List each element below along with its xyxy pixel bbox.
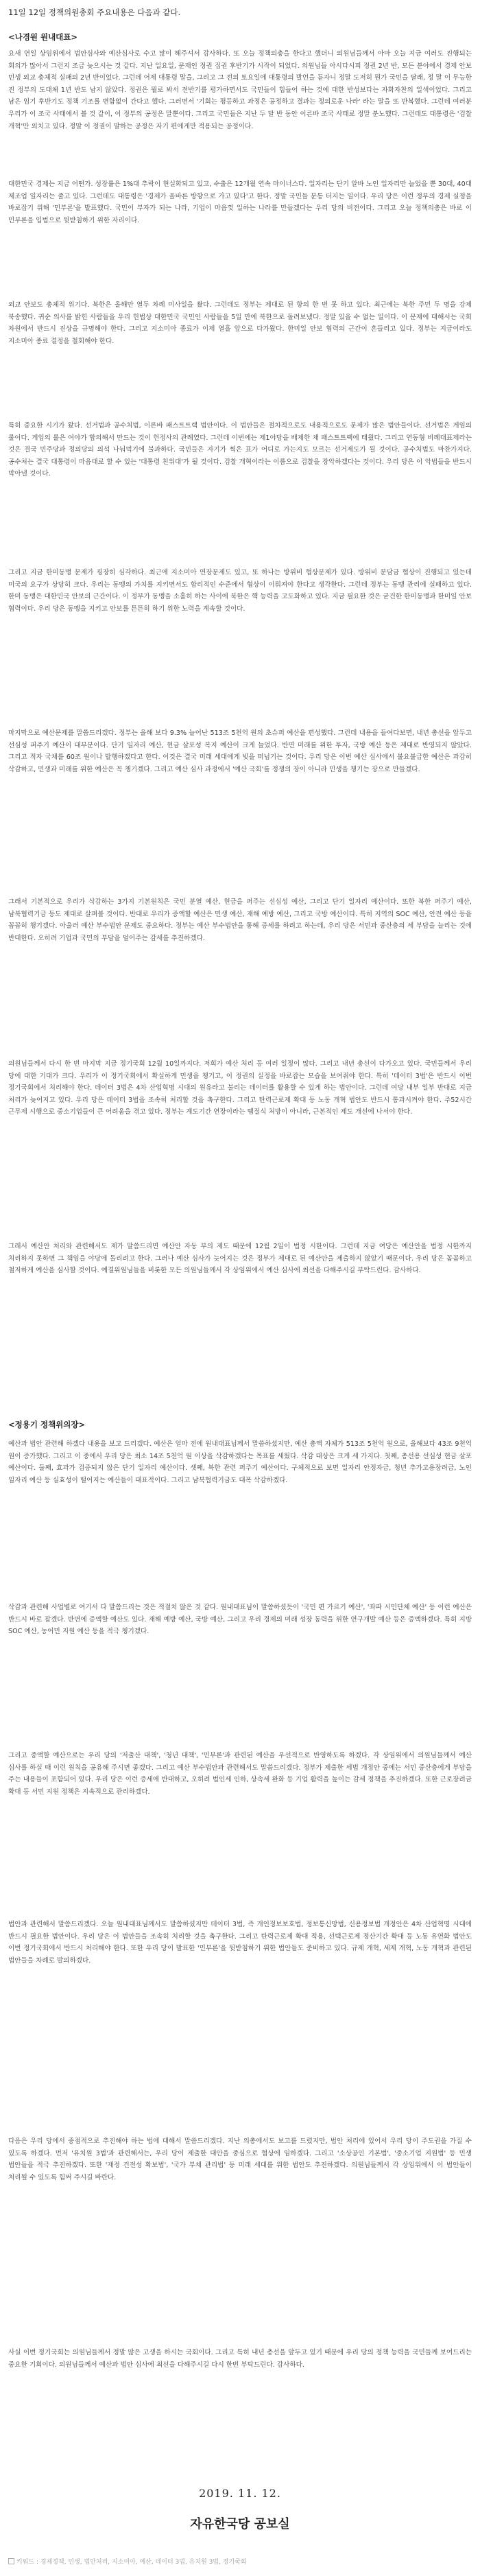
paragraph: 그리고 지금 한미동맹 문제가 굉장히 심각하다. 최근에 지소미아 연장문제도 있고, 또 하나는 방위비 협상문제가 있다. 방위비 분담금 협상이 진행되고 있는데 미국의 요구가 상당히 크다. 우리는 동맹의 가치를 지키면서도 합리적인 수준에서 협상이 이뤄져야 한다고 생각한다. 그런데 정부는 동맹 관리에 실패하고 있다. 한미 동맹은 대한민국 안보의 근간이다. 이 정부가 동맹을 소홀히 하는 사이에 북한은 핵 능력을 고도화하고 있다. 지금 필요한 것은 굳건한 한미동맹과 한미일 안보 협력이다. 우리 당은 동맹을 지키고 안보를 튼튼히 하기 위한 노력을 계속할 것이다. — [8, 569, 472, 613]
paragraph: 법안과 관련해서 말씀드리겠다. 오늘 원내대표님께서도 말씀하셨지만 데이터 3법, 즉 개인정보보호법, 정보통신망법, 신용정보법 개정안은 4차 산업혁명 시대에 반드시 필요한 법안이다. 우리 당은 이 법안들을 조속히 처리할 것을 촉구한다. 그리고 탄력근로제 확대 적용, 선택근로제 정산기간 확대 등 노동 유연화 법안도 이번 정기국회에서 반드시 처리해야 한다. 또한 우리 당이 발표한 '민부론'을 뒷받침하기 위한 법안들도 준비하고 있다. 규제 개혁, 세제 개혁, 노동 개혁과 관련된 법안들을 차례로 발의하겠다. — [8, 1921, 472, 1965]
release-date: 2019. 11. 12. — [199, 2487, 281, 2500]
paragraph: 특히 중요한 시기가 왔다. 선거법과 공수처법, 이른바 패스트트랙 법안이다. 이 법안들은 절차적으로도 내용적으로도 문제가 많은 법안들이다. 선거법은 게임의 룰이다. 게임의 룰은 여야가 합의해서 만드는 것이 헌정사의 관례였다. 그런데 이번에는 제1야당을 배제한 채 패스트트랙에 태웠다. 그리고 연동형 비례대표제라는 것은 결국 민주당과 정의당의 의석 나눠먹기에 불과하다. 국민들은 자기가 찍은 표가 어디로 가는지도 모르는 선거제도가 될 것이다. 공수처법도 마찬가지다. 공수처는 결국 대통령이 마음대로 할 수 있는 '대통령 친위대'가 될 것이다. 검찰 개혁이라는 이름으로 검찰을 장악하겠다는 것이다. 우리 당은 이 악법들을 반드시 막아낼 것이다. — [8, 422, 472, 478]
section-title-jung: <정용기 정책위의장> — [8, 1420, 86, 1429]
organization-name: 자유한국당 공보실 — [190, 2517, 290, 2531]
paragraph: 그리고 중액할 예산으로는 우리 당의 '저출산 대책', '청년 대책', '민부론'과 관련된 예산을 우선적으로 반영하도록 하겠다. 각 상임위에서 의원님들께서 예산 심사를 하실 때 이런 원칙을 공유해 주시면 좋겠다. 그리고 예산 부수법안과 관련해서도 말씀드리겠다. 정부가 제출한 세법 개정안 중에는 서민 중산층에게 부담을 주는 내용들이 포함되어 있다. 우리 당은 이런 증세에 반대하고, 오히려 법인세 인하, 상속세 완화 등 기업 활력을 높이는 감세 정책을 추진하겠다. 또한 근로장려금 확대 등 서민 지원 정책은 지속적으로 관리하겠다. — [8, 1752, 472, 1796]
paragraph: 다음은 우리 당에서 중점적으로 추진해야 하는 법에 대해서 말씀드리겠다. 지난 의총에서도 보고를 드렸지만, 법안 처리에 있어서 우리 당이 주도권을 가질 수 있도록 하겠다. 먼저 '유치원 3법'과 관련해서는, 우리 당이 제출한 대안을 중심으로 협상에 임하겠다. 그리고 '소상공인 기본법', '중소기업 지원법' 등 민생 법안들을 적극 추진하겠다. 또한 '재정 건전성 확보법', '국가 부채 관리법' 등 미래 세대를 위한 법안도 추진하겠다. 의원님들께서 각 상임위에서 이 법안들이 처리될 수 있도록 힘써 주시길 바란다. — [8, 2138, 472, 2181]
paragraph: 예산과 법안 관련해 하겠다 내용을 보고 드리겠다. 예산은 얼마 전에 원내대표님께서 말씀하셨지만, 예산 총액 자체가 513조 5천억 원으로, 올해보다 43조 9천억 원이 증가했다. 그리고 이 중에서 우리 당은 최소 14조 5천억 원 이상을 삭감하겠다는 목표를 세웠다. 삭감 대상은 크게 세 가지다. 첫째, 총선용 선심성 현금 살포 예산이다. 둘째, 효과가 검증되지 않은 단기 일자리 예산이다. 셋째, 북한 관련 퍼주기 예산이다. 구체적으로 보면 일자리 안정자금, 청년 추가고용장려금, 노인 일자리 예산 등 실효성이 떨어지는 예산들이 대표적이다. 그리고 남북협력기금도 대폭 삭감하겠다. — [8, 1440, 472, 1484]
tag-icon — [8, 2558, 14, 2564]
paragraph: 외교 안보도 총체적 위기다. 북한은 올해만 열두 차례 미사일을 쐈다. 그런데도 정부는 제대로 된 항의 한 번 못 하고 있다. 최근에는 북한 주민 두 명을 강제 북송했다. 귀순 의사를 밝힌 사람들을 우리 헌법상 대한민국 국민인 사람들을 5일 만에 북한으로 돌려보냈다. 정말 있을 수 없는 일이다. 이 문제에 대해서는 국회 차원에서 반드시 진상을 규명해야 한다. 그리고 지소미아 종료가 이제 열흘 앞으로 다가왔다. 한미일 안보 협력의 근간이 흔들리고 있다. 정부는 지금이라도 지소미아 종료 결정을 철회해야 한다. — [8, 301, 472, 345]
section-title-na: <나경원 원내대표> — [8, 32, 78, 42]
paragraph: 의원님들께서 다시 한 번 마지막 지금 정기국회 12월 10일까지다. 저희가 예산 처리 등 여러 일정이 많다. 그리고 내년 총선이 다가오고 있다. 국민들께서 우리 당에 대한 기대가 크다. 우리가 이 정기국회에서 확실하게 민생을 챙기고, 이 정권의 실정을 바로잡는 모습을 보여줘야 한다. 특히 '데이터 3법'은 반드시 이번 정기국회에서 처리해야 한다. 데이터 3법은 4차 산업혁명 시대의 원유라고 불리는 데이터를 활용할 수 있게 하는 법안이다. 그런데 여당 내부 일부 반대로 지금 처리가 늦어지고 있다. 우리 당은 데이터 3법을 조속히 처리할 것을 촉구한다. 그리고 탄력근로제 확대 등 노동 개혁 법안도 반드시 통과시켜야 한다. 주52시간 근무제 시행으로 중소기업들이 큰 어려움을 겪고 있다. 정부는 계도기간 연장이라는 땜질식 처방이 아니라, 근본적인 제도 개선에 나서야 한다. — [8, 1060, 472, 1116]
paragraph: 마지막으로 예산문제를 말씀드리겠다. 정부는 올해 보다 9.3% 늘어난 513조 5천억 원의 초슈퍼 예산을 편성했다. 그런데 내용을 들여다보면, 내년 총선을 앞두고 선심성 퍼주기 예산이 대부분이다. 단기 일자리 예산, 현금 살포성 복지 예산이 크게 늘었다. 반면 미래를 위한 투자, 국방 예산 등은 제대로 반영되지 않았다. 그리고 적자 국채를 60조 원이나 발행하겠다고 한다. 이것은 결국 미래 세대에게 빚을 떠넘기는 것이다. 우리 당은 이번 예산 심사에서 불요불급한 예산은 과감히 삭감하고, 민생과 미래를 위한 예산은 꼭 챙기겠다. 그리고 예산 심사 과정에서 '예산 국회'를 정쟁의 장이 아니라 민생을 챙기는 장으로 만들겠다. — [8, 729, 472, 773]
paragraph: 요새 연일 상임위에서 법안심사와 예산심사로 수고 많이 해주셔서 감사하다. 또 오늘 정책의총을 한다고 했더니 의원님들께서 아마 오늘 지금 여러도 진행되는 회의가 많아서 그런지 조금 늦으시는 것 같다. 지난 일요일, 문재인 정권 집권 후반기가 시작이 되었다. 의원님들 아시다시피 정권 2년 반, 모든 분야에서 경제 안보 민생 외교 총체적 실패의 2년 반이었다. 그런데 어제 대통령 말을, 그리고 그 전의 토요일에 대통령의 발언을 듣자니 정말 도저히 뭔가 국민을 달래, 정 말 이 무능한 진 정부의 도대체 1년 반도 남지 않았다. 정권은 뭘로 봐서 전반기를 평가하면서도 국민들이 힘들어 하는 것에 대한 반성보다는 자화자찬의 일색이었다. 그리고 남은 임기 후반기도 정책 기조를 변함없이 간다고 했다. 그러면서 '기회는 평등하고 과정은 공정하고 결과는 정의로운 나라' 라는 말을 또 반복했다. 그런데 여러분 우리가 이 조국 사태에서 볼 것 같이, 이 정부의 공정은 말뿐이다. 그리고 국민들은 지난 두 달 반 동안 이른바 조국 사태로 정말 분노했다. 그런데도 대통령은 '검찰 개혁'만 외치고 있다. 정말 이 정권이 말하는 공정은 자기 편에게만 적용되는 공정이다. — [8, 50, 472, 130]
paragraph: 그래서 예산안 처리와 관련해서도 제가 말씀드리면 예산안 자동 부의 제도 때문에 12월 2일이 법정 시한이다. 그런데 지금 여당은 예산안을 법정 시한까지 처리하지 못하면 그 책임을 야당에 돌리려고 한다. 그러나 예산 심사가 늦어지는 것은 정부가 제대로 된 예산안을 제출하지 않았기 때문이다. 우리 당은 꼼꼼하고 철저하게 예산을 심사할 것이다. 예결위원님들을 비롯한 모든 의원님들께서 각 상임위에서 예산 심사에 최선을 다해주시길 부탁드린다. 감사하다. — [8, 1243, 472, 1275]
paragraph: 그래서 기본적으로 우리가 삭감하는 3가지 기본원칙은 국민 분열 예산, 현금을 퍼주는 선심성 예산, 그리고 단기 일자리 예산이다. 또한 북한 퍼주기 예산, 남북협력기금 등도 제대로 살펴볼 것이다. 반대로 우리가 증액할 예산은 민생 예산, 재해 예방 예산, 그리고 국방 예산이다. 특히 지역의 SOC 예산, 안전 예산 등을 꼼꼼히 챙기겠다. 아울러 예산 부수법안 문제도 중요하다. 정부는 예산 부수법안을 통해 증세를 하려고 하는데, 우리 당은 서민과 중산층의 세 부담을 늘리는 것에 반대한다. 오히려 기업과 국민의 부담을 덜어주는 감세를 추진하겠다. — [8, 898, 472, 942]
paragraph: 대한민국 경제는 지금 어떤가. 성장률은 1%대 추락이 현실화되고 있고, 수출은 12개월 연속 마이너스다. 일자리는 단기 알바 노인 일자리만 늘었을 뿐 30대, 40대 제조업 일자리는 줄고 있다. 그런데도 대통령은 '경제가 올바른 방향으로 가고 있다'고 한다. 정말 국민들 분통 터지는 일이다. 우리 당은 이런 정부의 경제 실정을 바로잡기 위해 '민부론'을 발표했다. 국민이 부자가 되는 나라, 기업이 마음껏 일하는 나라를 만들겠다는 우리 당의 비전이다. 그리고 오늘 정책의총은 바로 이 민부론을 입법으로 뒷받침하기 위한 자리이다. — [8, 180, 472, 224]
keywords-line — [8, 2557, 472, 2566]
headline: 11일 12일 정책의원총회 주요내용은 다음과 같다. — [8, 8, 181, 17]
paragraph: 사실 이번 정기국회는 의원님들께서 정말 많은 고생을 하시는 국회이다. 그리고 특히 내년 총선을 앞두고 있기 때문에 우리 당의 정책 능력을 국민들께 보여드리는 중요한 기회이다. 의원님들께서 예산과 법안 심사에 최선을 다해주시길 다시 한번 부탁드린다. 감사하다. — [8, 2349, 472, 2369]
paragraph: 삭감과 관련해 사업별로 여기서 다 말씀드리는 것은 적절치 않은 것 같다. 원내대표님이 말씀하셨듯이 '국민 편 가르기 예산', '좌파 시민단체 예산' 등 이런 예산은 반드시 바로 잡겠다. 반면에 증액할 예산도 있다. 재해 예방 예산, 국방 예산, 그리고 우리 경제의 미래 성장 동력을 위한 연구개발 예산 등은 증액하겠다. 특히 지방 SOC 예산, 농어민 지원 예산 등을 적극 챙기겠다. — [8, 1604, 472, 1636]
keywords-text: 키워드 : 경제정책, 민생, 법안처리, 지소미아, 예산, 데이터 3법, 유치원 3법, 정기국회 — [16, 2559, 247, 2566]
